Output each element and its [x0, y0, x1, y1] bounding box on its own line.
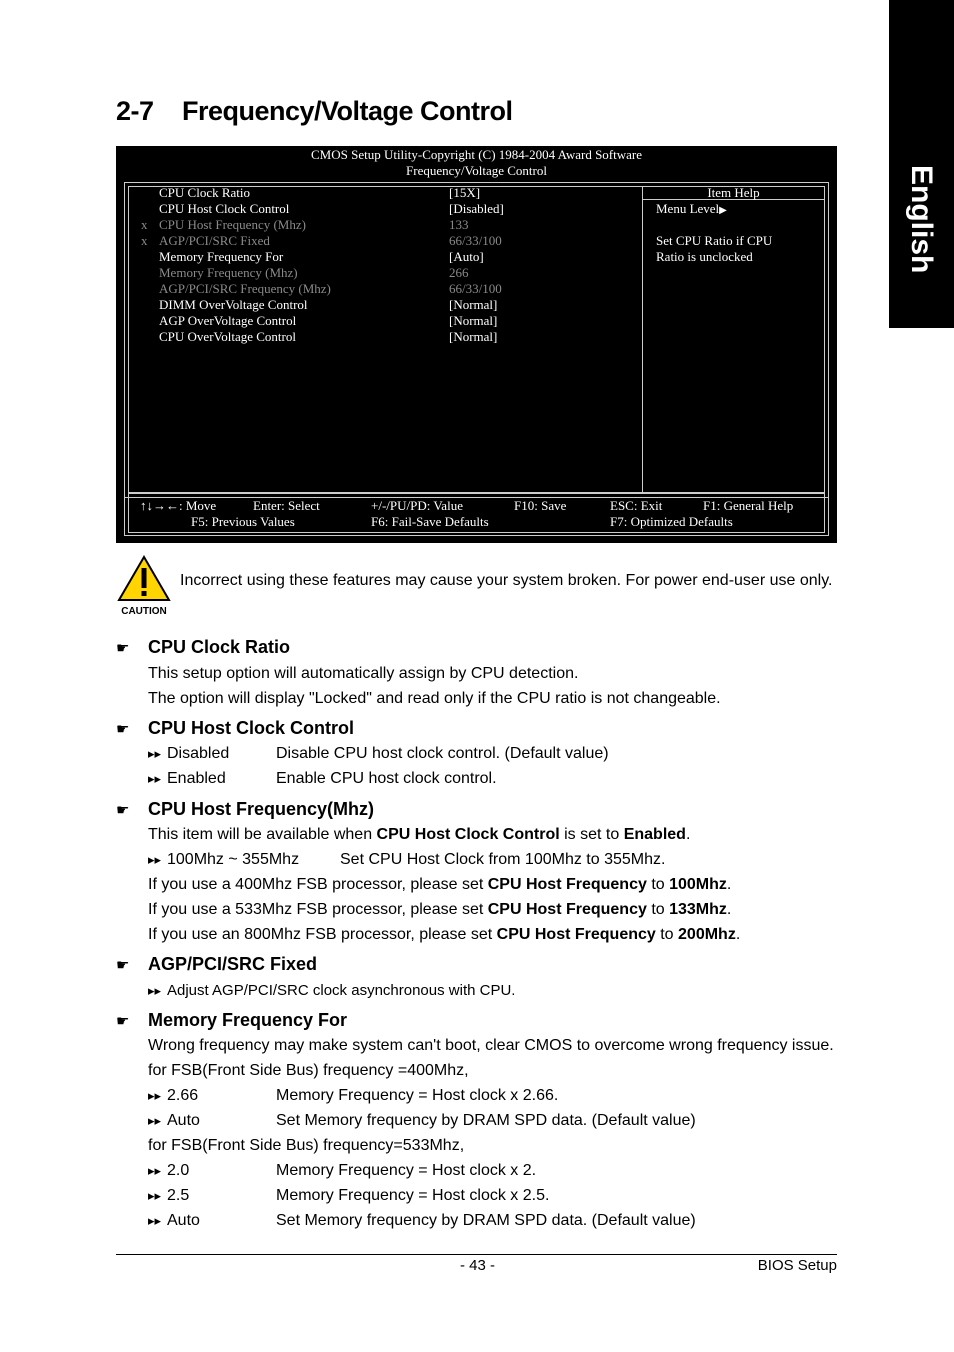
- heading-agp-pci-src-fixed: ☛ AGP/PCI/SRC Fixed: [116, 954, 318, 974]
- triangle-right-icon: ▶: [719, 205, 727, 216]
- setting-label: CPU Host Clock Control: [159, 201, 290, 216]
- item-help-title: Item Help: [643, 185, 824, 200]
- setting-value: [15X]: [449, 185, 481, 200]
- paragraph: This item will be available when CPU Host Clock Control is set to Enabled.: [148, 826, 691, 843]
- key-optimized: F7: Optimized Defaults: [610, 514, 733, 529]
- setting-value: 66/33/100: [449, 233, 502, 248]
- page-title: [116, 96, 513, 127]
- key-move: ↑↓→←: Move: [140, 498, 217, 513]
- setting-label: Memory Frequency (Mhz): [159, 265, 298, 280]
- disabled-marker: x: [141, 217, 148, 232]
- key-exit: ESC: Exit: [610, 498, 663, 513]
- setting-value: [Normal]: [449, 297, 498, 312]
- paragraph: This setup option will automatically assign by CPU detection.: [148, 665, 579, 682]
- pointing-hand-icon: ☛: [116, 1013, 130, 1030]
- double-arrow-icon: ▸▸: [148, 983, 162, 998]
- footer-section-name: BIOS Setup: [757, 1257, 837, 1274]
- option-item: ▸▸ Auto Set Memory frequency by DRAM SPD data. (Default value): [148, 1112, 696, 1129]
- key-save: F10: Save: [514, 498, 567, 513]
- option-item: ▸▸ 100Mhz ~ 355Mhz Set CPU Host Clock from 100Mhz to 355Mhz.: [148, 851, 666, 868]
- paragraph: If you use an 800Mhz FSB processor, please set CPU Host Frequency to 200Mhz.: [148, 926, 741, 943]
- setting-value: 266: [449, 265, 469, 280]
- bios-header-page: Frequency/Voltage Control: [406, 163, 547, 178]
- option-item: ▸▸ Disabled Disable CPU host clock control. (Default value): [148, 745, 609, 762]
- setting-label: CPU OverVoltage Control: [159, 329, 296, 344]
- setting-label: AGP/PCI/SRC Fixed: [159, 233, 270, 248]
- caution-text: Incorrect using these features may cause your system broken. For power end-user use only.: [180, 572, 833, 589]
- pointing-hand-icon: ☛: [116, 957, 130, 974]
- heading-memory-frequency-for: ☛ Memory Frequency For: [116, 1010, 348, 1030]
- option-item: ▸▸ Adjust AGP/PCI/SRC clock asynchronous with CPU.: [148, 982, 516, 999]
- option-item: ▸▸ 2.5 Memory Frequency = Host clock x 2.5.: [148, 1187, 550, 1204]
- setting-value: [Disabled]: [449, 201, 504, 216]
- double-arrow-icon: ▸▸: [148, 771, 162, 786]
- help-menu-level: Menu Level▶: [656, 201, 727, 216]
- key-prev: F5: Previous Values: [191, 514, 295, 529]
- pointing-hand-icon: ☛: [116, 721, 130, 738]
- double-arrow-icon: ▸▸: [148, 1188, 162, 1203]
- setting-value: 66/33/100: [449, 281, 502, 296]
- heading-cpu-host-clock-control: ☛ CPU Host Clock Control: [116, 718, 355, 738]
- heading-cpu-clock-ratio: ☛ CPU Clock Ratio: [116, 637, 291, 657]
- bios-header-copyright: CMOS Setup Utility-Copyright (C) 1984-2004 Award Software: [310, 147, 642, 162]
- paragraph: for FSB(Front Side Bus) frequency =400Mhz,: [148, 1062, 469, 1079]
- disabled-marker: x: [141, 233, 148, 248]
- setting-value: [Normal]: [449, 329, 498, 344]
- footer-rule: [116, 1254, 837, 1255]
- option-item: ▸▸ Enabled Enable CPU host clock control.: [148, 770, 497, 787]
- section-number: 2-7: [116, 96, 154, 126]
- setting-label: AGP OverVoltage Control: [159, 313, 297, 328]
- paragraph: If you use a 400Mhz FSB processor, please set CPU Host Frequency to 100Mhz.: [148, 876, 732, 893]
- setting-label: DIMM OverVoltage Control: [159, 297, 308, 312]
- double-arrow-icon: ▸▸: [148, 1163, 162, 1178]
- page-number: - 43 -: [460, 1257, 496, 1274]
- setting-label: AGP/PCI/SRC Frequency (Mhz): [159, 281, 331, 296]
- key-help: F1: General Help: [703, 498, 794, 513]
- caution-label: CAUTION: [121, 606, 167, 617]
- paragraph: for FSB(Front Side Bus) frequency=533Mhz,: [148, 1137, 465, 1154]
- help-line-2: Ratio is unclocked: [656, 249, 753, 264]
- setting-value: 133: [449, 217, 469, 232]
- double-arrow-icon: ▸▸: [148, 1113, 162, 1128]
- language-tab-label: English: [905, 164, 938, 274]
- help-line-1: Set CPU Ratio if CPU: [656, 233, 773, 248]
- language-tab: [889, 0, 954, 328]
- setting-value: [Normal]: [449, 313, 498, 328]
- paragraph: The option will display "Locked" and read only if the CPU ratio is not changeable.: [148, 690, 721, 707]
- heading-cpu-host-frequency: ☛ CPU Host Frequency(Mhz): [116, 799, 375, 819]
- pointing-hand-icon: ☛: [116, 802, 130, 819]
- double-arrow-icon: ▸▸: [148, 852, 162, 867]
- setting-label: CPU Clock Ratio: [159, 185, 251, 200]
- setting-label: CPU Host Frequency (Mhz): [159, 217, 306, 232]
- caution-icon: [116, 554, 172, 618]
- section-title: Frequency/Voltage Control: [182, 96, 513, 126]
- key-enter: Enter: Select: [253, 498, 320, 513]
- option-item: ▸▸ 2.0 Memory Frequency = Host clock x 2.: [148, 1162, 537, 1179]
- setting-label: Memory Frequency For: [159, 249, 284, 264]
- paragraph: Wrong frequency may make system can't boot, clear CMOS to overcome wrong frequency issue.: [148, 1037, 834, 1054]
- double-arrow-icon: ▸▸: [148, 1088, 162, 1103]
- key-failsafe: F6: Fail-Save Defaults: [371, 514, 489, 529]
- setting-value: [Auto]: [449, 249, 484, 264]
- option-item: ▸▸ Auto Set Memory frequency by DRAM SPD data. (Default value): [148, 1212, 696, 1229]
- key-value: +/-/PU/PD: Value: [371, 498, 463, 513]
- pointing-hand-icon: ☛: [116, 640, 130, 657]
- bios-help-divider: [642, 186, 643, 492]
- paragraph: If you use a 533Mhz FSB processor, please set CPU Host Frequency to 133Mhz.: [148, 901, 732, 918]
- option-item: ▸▸ 2.66 Memory Frequency = Host clock x 2.66.: [148, 1087, 559, 1104]
- double-arrow-icon: ▸▸: [148, 746, 162, 761]
- bios-screenshot: [116, 146, 837, 543]
- double-arrow-icon: ▸▸: [148, 1213, 162, 1228]
